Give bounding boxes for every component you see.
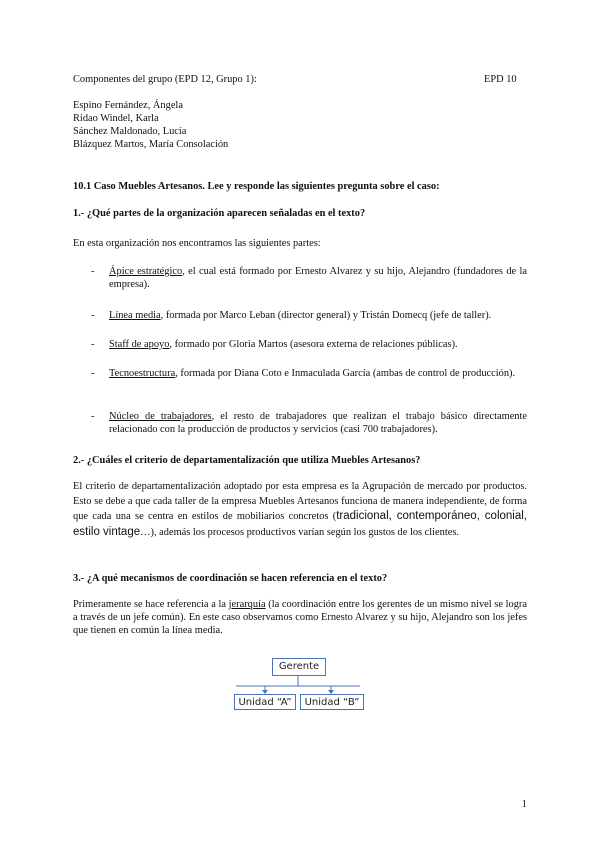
- list-item: - Núcleo de trabajadores, el resto de trabajadores que realizan el trabajo básico directamente relacionado con la producción de productos y servicios (casi 700 trabajadores).: [91, 411, 527, 435]
- org-chart: [232, 656, 364, 710]
- list-item: - Ápice estratégico, el cual está formado por Ernesto Alvarez y su hijo, Alejandro (fundadores de la empresa).: [91, 266, 527, 290]
- author-list: [73, 99, 228, 151]
- author-name: Sánchez Maldonado, Lucía: [73, 126, 187, 137]
- case-title: 10.1 Caso Muebles Artesanos. Lee y responde las siguientes pregunta sobre el caso:: [73, 181, 440, 192]
- term-staff: Staff de apoyo: [109, 339, 170, 350]
- term-nucleo: Núcleo de trabajadores: [109, 411, 212, 422]
- furniture-styles: tradicional, contemporáneo, colonial, estilo vintage: [73, 510, 527, 538]
- term-linea-media: Línea media: [109, 310, 161, 321]
- term-tecnoestructura: Tecnoestructura: [109, 368, 176, 379]
- author-name: Blázquez Martos, María Consolación: [73, 139, 229, 150]
- list-item: - Tecnoestructura, formada por Diana Coto e Inmaculada García (ambas de control de producción).: [91, 368, 516, 379]
- epd-label: EPD 10: [484, 74, 517, 85]
- group-heading: Componentes del grupo (EPD 12, Grupo 1):: [73, 74, 257, 85]
- term-jerarquia: jerarquía: [228, 599, 266, 610]
- unit-a-box: Unidad “A”: [234, 694, 296, 710]
- question-3-title: 3.- ¿A qué mecanismos de coordinación se hacen referencia en el texto?: [73, 573, 388, 584]
- unit-b-box: Unidad “B”: [300, 694, 364, 710]
- author-name: Espino Fernández, Ángela: [73, 100, 183, 111]
- manager-box: Gerente: [272, 658, 326, 676]
- question-1-intro: En esta organización nos encontramos las siguientes partes:: [73, 238, 321, 249]
- list-item: - Staff de apoyo, formado por Gloria Martos (asesora externa de relaciones públicas).: [91, 339, 458, 350]
- question-3-answer: Primeramente se hace referencia a la jerarquía (la coordinación entre los gerentes de un mismo nivel se logra a través de un jefe común). En este caso observamos como Ernesto Alvarez y su hijo, Alejandro son los jefes que tienen en común la línea media.: [73, 599, 527, 636]
- page-number: 1: [521, 799, 527, 810]
- list-item: - Línea media, formada por Marco Leban (director general) y Tristán Domecq (jefe de taller).: [91, 310, 492, 321]
- term-apice: Ápice estratégico: [109, 266, 183, 277]
- question-1-title: 1.- ¿Qué partes de la organización aparecen señaladas en el texto?: [73, 208, 366, 219]
- question-2-answer: El criterio de departamentalización adoptado por esta empresa es la Agrupación de mercado por productos. Esto se debe a que cada taller de la empresa Muebles Artesanos funciona de manera independiente, de forma que cada una se centra en estilos de mobiliarios concretos (tradicional, contemporáneo, colonial, estilo vintage…), además los procesos productivos varían según los gustos de los clientes.: [73, 481, 527, 538]
- author-name: Ridao Windel, Karla: [73, 113, 159, 124]
- question-2-title: 2.- ¿Cuáles el criterio de departamentalización que utiliza Muebles Artesanos?: [73, 455, 421, 466]
